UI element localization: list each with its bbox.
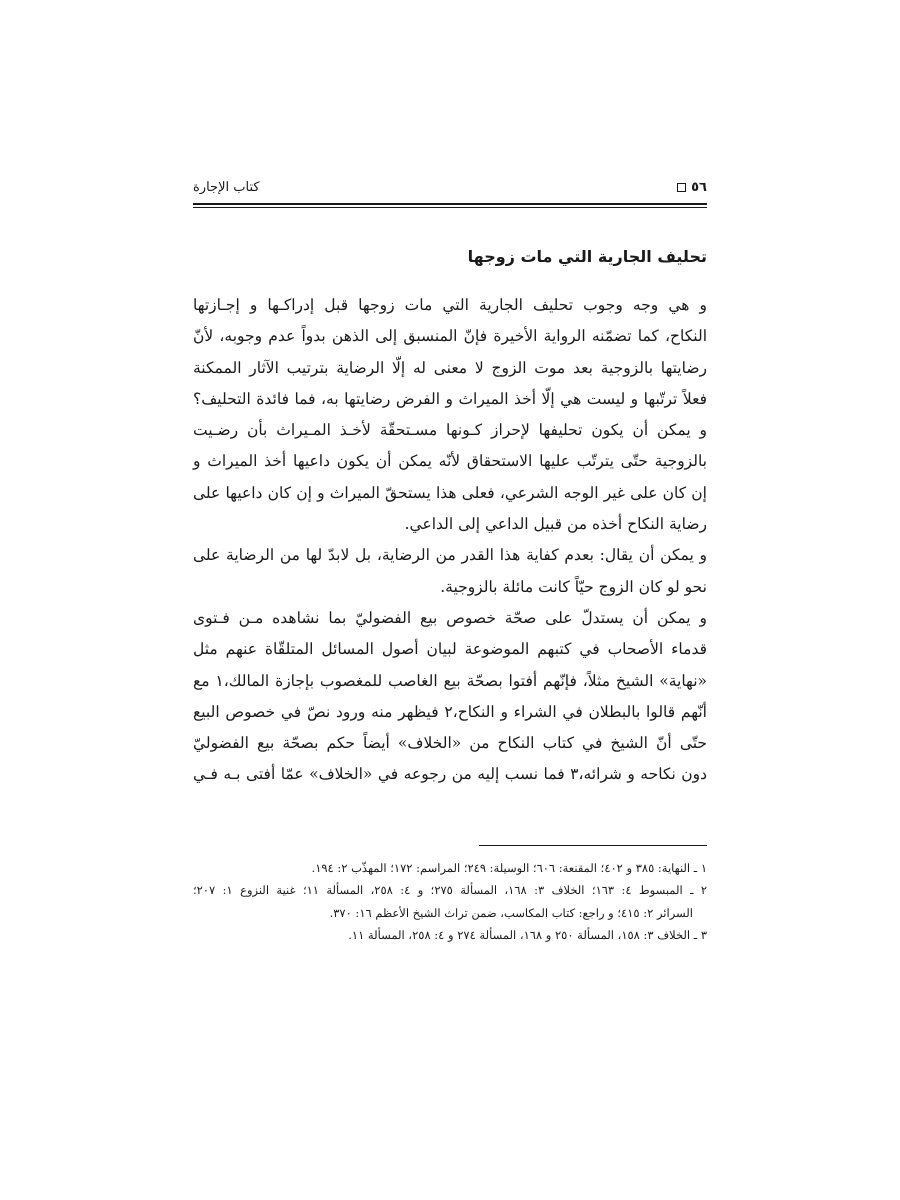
body-line: و يمكن أن يقال: بعدم كفاية هذا القدر من الرضاية، بل لابدّ لها من الرضاية على [193,546,707,565]
page-number: ٥٦ [691,179,707,195]
body-line: و هي وجه وجوب تحليف الجارية التي مات زوجها قبل إدراكـها و إجـازتها [193,296,707,314]
header-rule [193,203,707,205]
footnote-2: ٢ ـ المبسوط ٤: ١٦٣؛ الخلاف ٣: ١٦٨، المسألة ٢٧٥؛ و ٤: ٢٥٨، المسألة ١١؛ غنية النزوع ١: ٢٠٧؛ [193,883,708,898]
running-header [193,176,707,198]
body-line: نحو لو كان الزوج حيّاً كانت مائلة بالزوجية. [440,577,707,596]
section-title: تحليف الجارية التي مات زوجها [467,247,707,266]
body-text [193,290,707,791]
body-line: إن كان على غير الوجه الشرعي، فعلى هذا يستحقّ الميراث و إن كان داعيها على [193,483,707,502]
footnote-separator [479,845,707,846]
header-rule-thin [193,207,707,208]
footnotes [193,857,707,946]
body-line: قدماء الأصحاب في كتبهم الموضوعة لبيان أصول المسائل المتلقّاة عنهم مثل [193,640,707,659]
body-line: أنّهم قالوا بالبطلان في الشراء و النكاح،٢ فيظهر منه ورود نصّ في خصوص البيع [193,702,707,721]
square-ornament-icon [677,183,686,192]
body-line: رضايتها بالزوجية بعد موت الزوج لا معنى له إلّا الرضاية بترتيب الآثار الممكنة [193,358,707,377]
body-line: النكاح، كما تضمّنه الرواية الأخيرة فإنّ المنسبق إلى الذهن بدواً عدم وجوبه، لأنّ [193,327,707,346]
footnote-1: ١ ـ النهاية: ٣٨٥ و ٤٠٢؛ المقنعة: ٦٠٦؛ الوسيلة: ٢٤٩؛ المراسم: ١٧٢؛ المهذّب ٢: ١٩٤. [311,861,707,875]
page-number-block [677,180,707,195]
body-line: فعلاً ترتّبها و ليست هي إلّا أخذ الميراث و الفرض رضايتها به، فما فائدة التحليف؟ [193,389,707,408]
book-title: كتاب الإجارة [193,179,260,195]
body-line: و يمكن أن يستدلّ على صحّة خصوص بيع الفضوليّ بما نشاهده مـن فـتوى [193,608,707,627]
footnote-3: ٣ ـ الخلاف ٣: ١٥٨، المسألة ٢٥٠ و ١٦٨، المسألة ٢٧٤ و ٤: ٢٥٨، المسألة ١١. [348,927,707,942]
body-line: بالزوجية حتّى يترتّب عليها الاستحقاق لأنّه يمكن أن يكون داعيها أخذ الميراث و [193,452,707,471]
body-line: رضاية النكاح أخذه من قبيل الداعي إلى الداعي. [404,515,707,534]
footnote-2-continuation: السرائر ٢: ٤١٥؛ و راجع: كتاب المكاسب، ضمن تراث الشيخ الأعظم ١٦: ٣٧٠. [329,905,693,920]
body-line: دون نكاحه و شرائه،٣ فما نسب إليه من رجوعه في «الخلاف» عمّا أفتى بـه فـي [193,765,708,784]
body-line: حتّى أنّ الشيخ في كتاب النكاح من «الخلاف» أيضاً حكم بصحّة بيع الفضوليّ [193,734,707,753]
body-line: «نهاية» الشيخ مثلاً، فإنّهم أفتوا بصحّة بيع الغاصب للمغصوب بإجازة المالك،١ مع [193,671,707,690]
body-line: و يمكن أن يكون تحليفها لإحراز كـونها مسـتحقّة لأخـذ المـيراث بأن رضـيت [193,421,707,440]
